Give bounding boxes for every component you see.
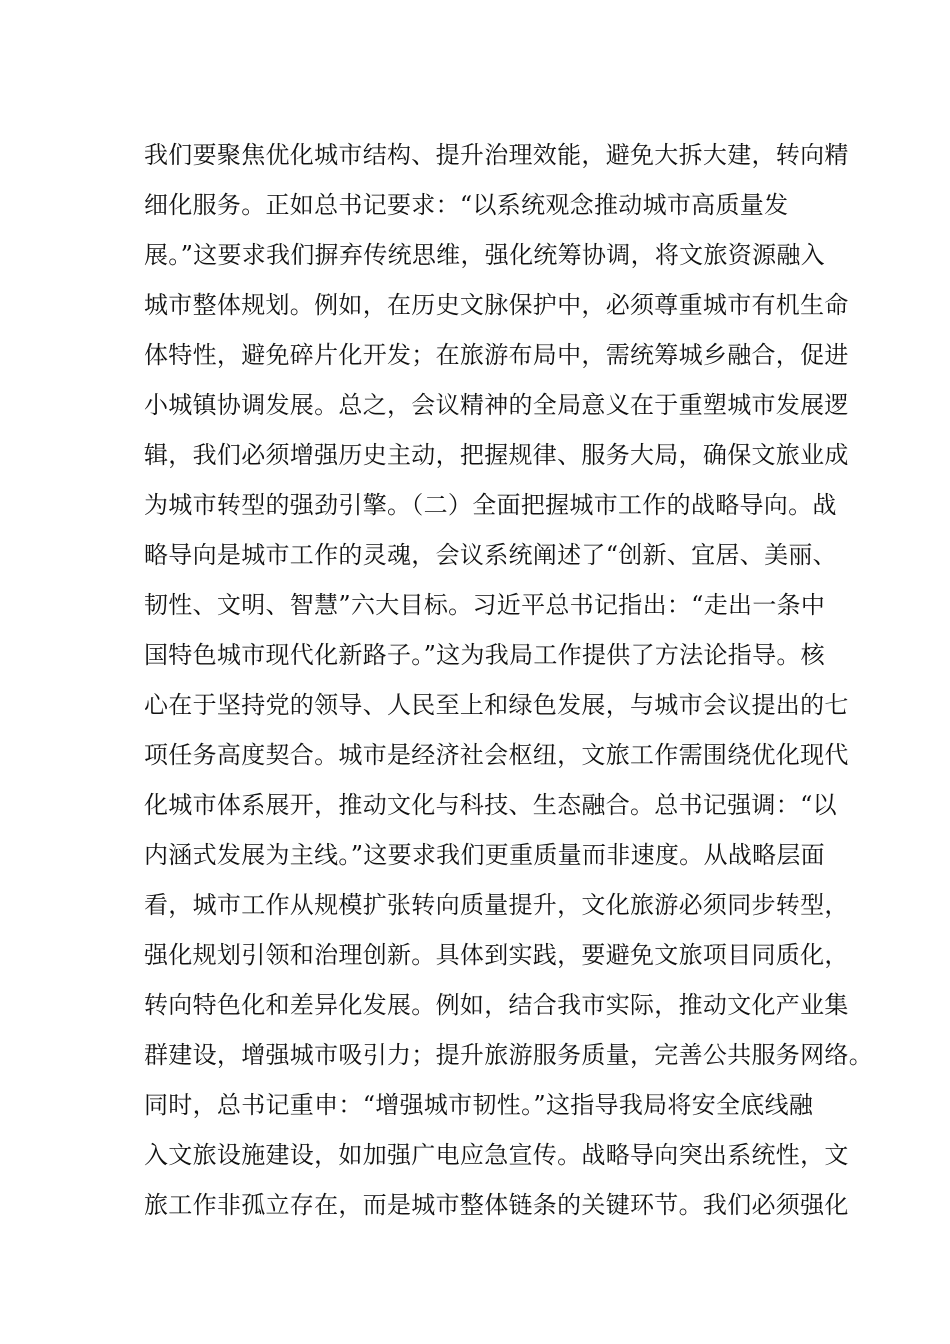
text-line: 韧性、文明、智慧”六大目标。习近平总书记指出：“走出一条中 xyxy=(144,591,826,619)
text-line: 项任务高度契合。城市是经济社会枢纽，文旅工作需围绕优化现代 xyxy=(144,741,849,769)
text-line: 化城市体系展开，推动文化与科技、生态融合。总书记强调：“以 xyxy=(144,791,837,819)
text-line: 为城市转型的强劲引擎。（二）全面把握城市工作的战略导向。战 xyxy=(144,491,837,519)
text-line: 国特色城市现代化新路子。”这为我局工作提供了方法论指导。核 xyxy=(144,641,825,669)
text-line: 心在于坚持党的领导、人民至上和绿色发展，与城市会议提出的七 xyxy=(144,691,849,719)
text-line: 城市整体规划。例如，在历史文脉保护中，必须尊重城市有机生命 xyxy=(144,291,849,319)
text-line: 转向特色化和差异化发展。例如，结合我市实际，推动文化产业集 xyxy=(144,991,849,1019)
text-line: 我们要聚焦优化城市结构、提升治理效能，避免大拆大建，转向精 xyxy=(144,141,849,169)
text-line: 辑，我们必须增强历史主动，把握规律、服务大局，确保文旅业成 xyxy=(144,441,849,469)
text-line: 体特性，避免碎片化开发；在旅游布局中，需统筹城乡融合，促进 xyxy=(144,341,849,369)
text-line: 略导向是城市工作的灵魂，会议系统阐述了“创新、宜居、美丽、 xyxy=(144,541,837,569)
text-line: 同时，总书记重申：“增强城市韧性。”这指导我局将安全底线融 xyxy=(144,1091,814,1119)
text-line: 群建设，增强城市吸引力；提升旅游服务质量，完善公共服务网络。 xyxy=(144,1041,873,1069)
body-text xyxy=(144,130,873,1230)
text-line: 小城镇协调发展。总之，会议精神的全局意义在于重塑城市发展逻 xyxy=(144,391,849,419)
text-line: 内涵式发展为主线。”这要求我们更重质量而非速度。从战略层面 xyxy=(144,841,825,869)
text-line: 细化服务。正如总书记要求：“以系统观念推动城市高质量发 xyxy=(144,191,789,219)
text-line: 看，城市工作从规模扩张转向质量提升，文化旅游必须同步转型， xyxy=(144,891,849,919)
text-line: 强化规划引领和治理创新。具体到实践，要避免文旅项目同质化， xyxy=(144,941,849,969)
text-line: 旅工作非孤立存在，而是城市整体链条的关键环节。我们必须强化 xyxy=(144,1191,849,1219)
text-line: 入文旅设施建设，如加强广电应急宣传。战略导向突出系统性，文 xyxy=(144,1141,849,1169)
text-line: 展。”这要求我们摒弃传统思维，强化统筹协调，将文旅资源融入 xyxy=(144,241,825,269)
